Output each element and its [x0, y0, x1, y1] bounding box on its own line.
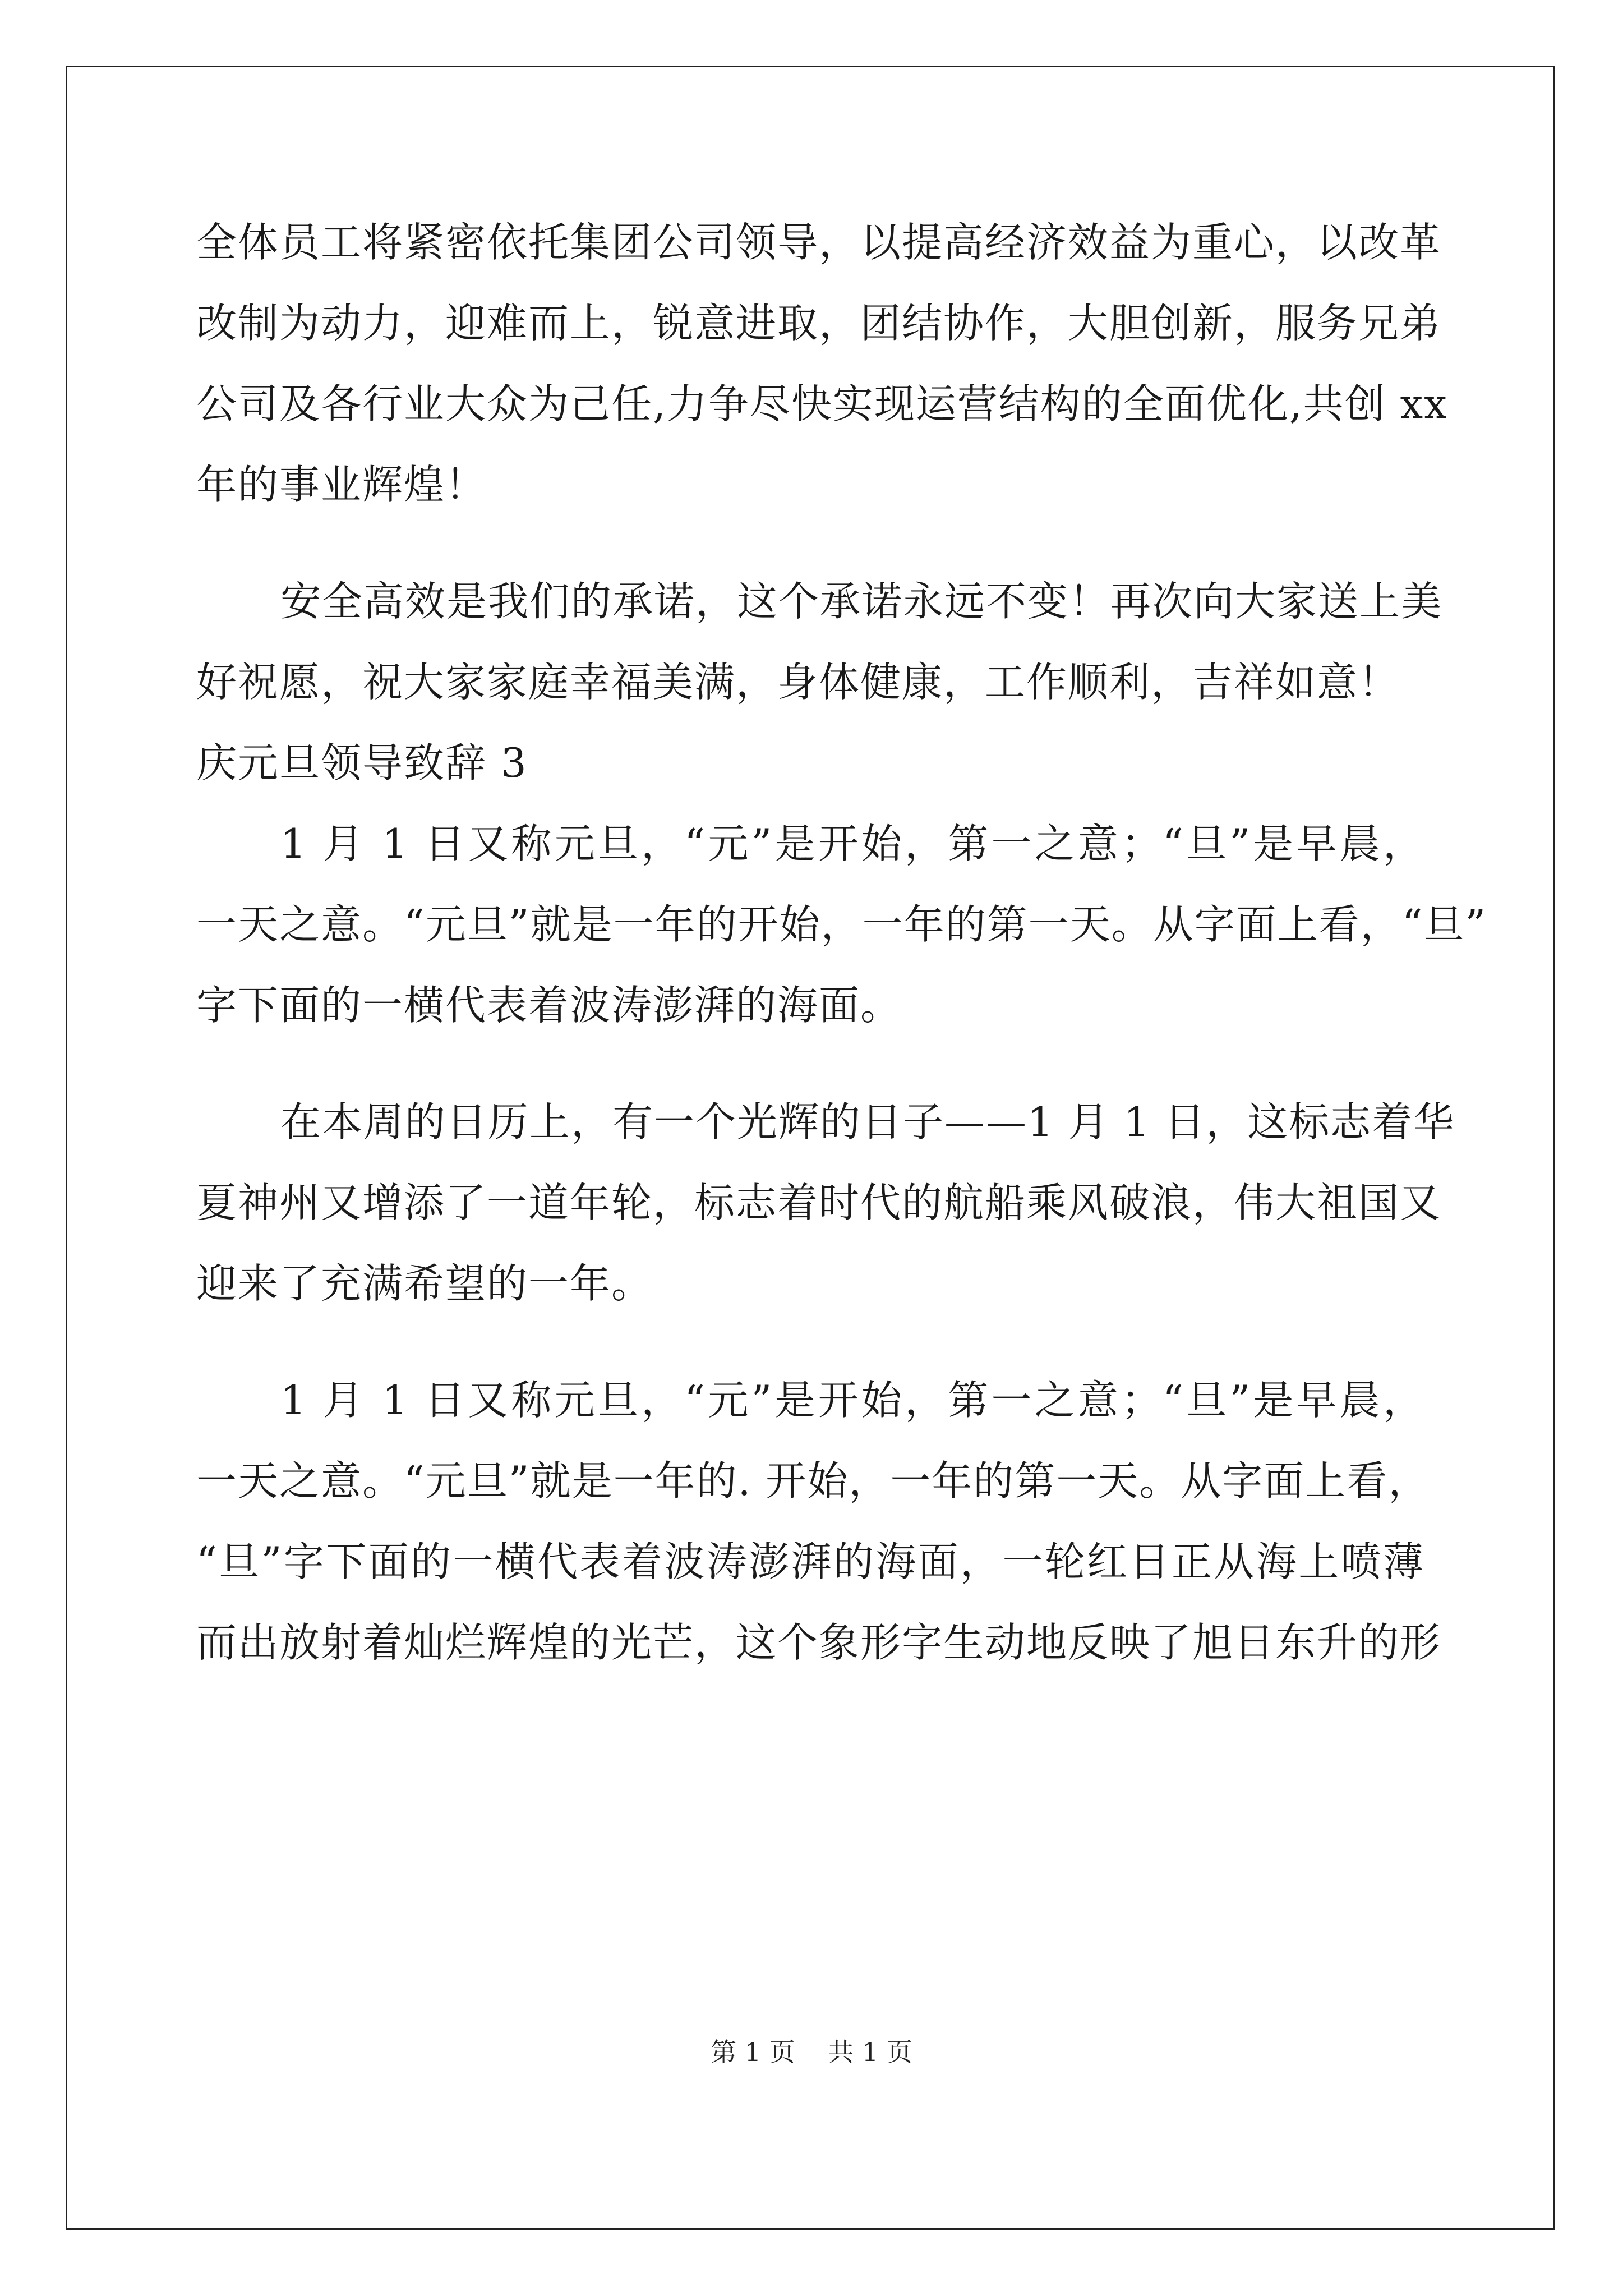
page-footer: [0, 2035, 1623, 2069]
text-line: 年的事业辉煌！: [196, 461, 487, 508]
text-line: 字下面的一横代表着波涛澎湃的海面。: [196, 982, 902, 1029]
text-line: 迎来了充满希望的一年。: [196, 1260, 653, 1307]
text-line: 好祝愿，祝大家家庭幸福美满，身体健康，工作顺利，吉祥如意！: [196, 659, 1400, 706]
page-total: 共 1 页: [828, 2037, 912, 2067]
paragraph-5: [196, 1360, 1442, 1683]
text-line: 改制为动力，迎难而上，锐意进取，团结协作，大胆创新，服务兄弟: [196, 300, 1442, 347]
text-line: 公司及各行业大众为己任,力争尽快实现运营结构的全面优化,共创 xx: [196, 380, 1448, 427]
text-line: 夏神州又增添了一道年轮，标志着时代的航船乘风破浪，伟大祖国又: [196, 1179, 1442, 1226]
section-heading: 庆元旦领导致辞 3: [196, 739, 528, 786]
text-line: 1 月 1 日又称元旦，“元”是开始，第一之意；“旦”是早晨，: [280, 820, 1424, 867]
text-line: 1 月 1 日又称元旦，“元”是开始，第一之意；“旦”是早晨，: [280, 1377, 1424, 1424]
paragraph-2: [196, 561, 1443, 723]
paragraph-1: [196, 202, 1448, 525]
text-line: 在本周的日历上，有一个光辉的日子——1 月 1 日，这标志着华: [280, 1098, 1455, 1145]
document-body: [196, 202, 1487, 1683]
text-line: 而出放射着灿烂辉煌的光芒，这个象形字生动地反映了旭日东升的形: [196, 1619, 1442, 1666]
section-heading-block: [196, 723, 1424, 803]
text-line: 安全高效是我们的承诺，这个承诺永远不变！再次向大家送上美: [280, 578, 1443, 625]
page-number: 第 1 页: [711, 2037, 795, 2067]
text-line: 全体员工将紧密依托集团公司领导，以提高经济效益为重心，以改革: [196, 219, 1442, 266]
text-line: “旦”字下面的一横代表着波涛澎湃的海面，一轮红日正从海上喷薄: [196, 1538, 1424, 1585]
text-line: 一天之意。“元旦”就是一年的开始，一年的第一天。从字面上看，“旦”: [196, 901, 1487, 948]
paragraph-3: [196, 803, 1487, 1046]
paragraph-4: [196, 1082, 1455, 1324]
text-line: 一天之意。“元旦”就是一年的. 开始，一年的第一天。从字面上看，: [196, 1457, 1430, 1504]
